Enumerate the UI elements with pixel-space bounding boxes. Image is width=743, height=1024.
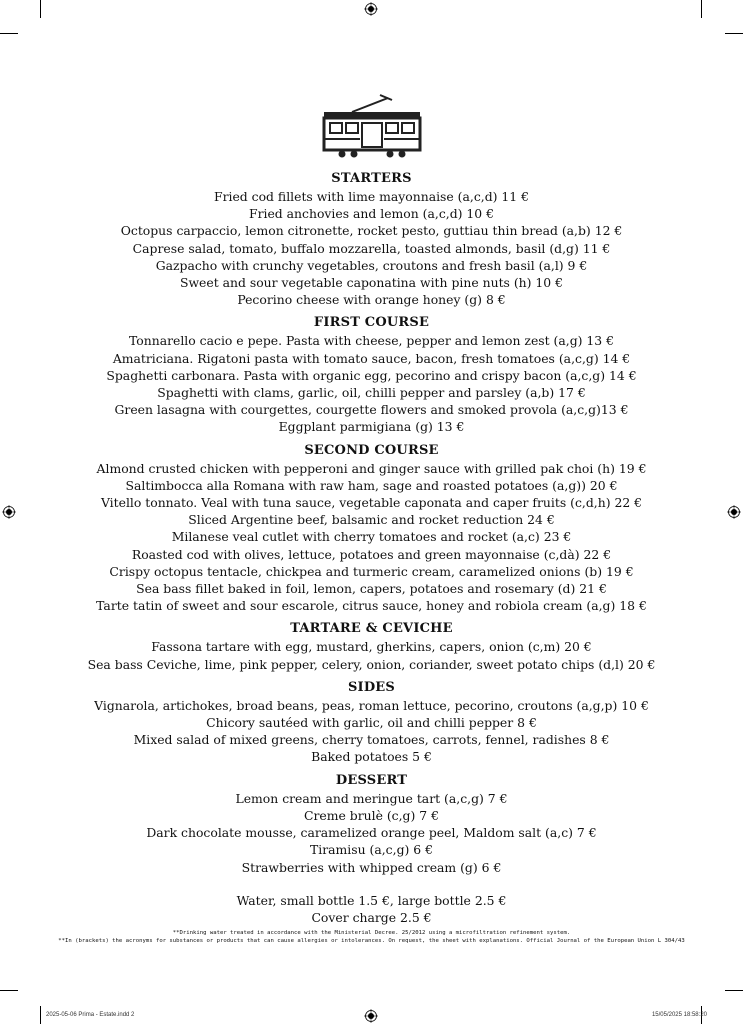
section-dessert xyxy=(0,772,743,876)
menu xyxy=(0,168,743,945)
menu-item: Fried anchovies and lemon (a,c,d) 10 € xyxy=(248,206,495,222)
water-price: Water, small bottle 1.5 €, large bottle 2.5 € xyxy=(236,892,507,908)
menu-item: Tarte tatin of sweet and sour escarole, citrus sauce, honey and robiola cream (a,g) 18 € xyxy=(96,598,647,614)
crop-mark xyxy=(0,990,18,991)
crop-mark xyxy=(0,33,18,34)
menu-item: Saltimbocca alla Romana with raw ham, sage and roasted potatoes (a,g)) 20 € xyxy=(125,477,618,493)
menu-item: Lemon cream and meringue tart (a,c,g) 7 € xyxy=(235,790,508,806)
section-title: STARTERS xyxy=(331,171,412,186)
water-footnote: **Drinking water treated in accordance with the Ministerial Decree. 25/2012 using a microfiltration refinement system. xyxy=(172,930,571,937)
menu-item: Tonnarello cacio e pepe. Pasta with cheese, pepper and lemon zest (a,g) 13 € xyxy=(128,333,615,349)
menu-item: Baked potatoes 5 € xyxy=(311,749,432,765)
section-title: TARTARE & CEVICHE xyxy=(290,621,453,637)
menu-item: Almond crusted chicken with pepperoni and ginger sauce with grilled pak choi (h) 19 € xyxy=(96,460,647,476)
menu-item: Strawberries with whipped cream (g) 6 € xyxy=(241,859,502,875)
menu-item: Vitello tonnato. Veal with tuna sauce, vegetable caponata and caper fruits (c,d,h) 22 € xyxy=(100,495,643,511)
section-second-course xyxy=(0,442,743,615)
menu-item: Vignarola, artichokes, broad beans, peas, roman lettuce, pecorino, croutons (a,g,p) 10 € xyxy=(94,697,649,713)
menu-item: Sea bass fillet baked in foil, lemon, capers, potatoes and rosemary (d) 21 € xyxy=(136,581,607,597)
menu-item: Octopus carpaccio, lemon citronette, rocket pesto, guttiau thin bread (a,b) 12 € xyxy=(120,223,623,239)
cover-charge: Cover charge 2.5 € xyxy=(311,909,432,925)
crop-mark xyxy=(40,0,41,18)
print-slug-timestamp: 15/05/2025 18:58:20 xyxy=(651,1012,707,1018)
menu-item: Sea bass Ceviche, lime, pink pepper, celery, onion, coriander, sweet potato chips (d,l) 20 € xyxy=(87,656,656,672)
section-starters xyxy=(0,170,743,308)
menu-item: Spaghetti with clams, garlic, oil, chilli pepper and parsley (a,b) 17 € xyxy=(157,385,586,401)
registration-mark-icon xyxy=(364,1009,378,1023)
allergen-footnote: **In (brackets) the acronyms for substances or products that can cause allergies or intolerances. On request, the sheet with explanations. Official Journal of the European Union L 304/43 xyxy=(58,938,685,945)
crop-mark xyxy=(701,0,702,18)
menu-item: Fassona tartare with egg, mustard, gherkins, capers, onion (c,m) 20 € xyxy=(151,639,592,655)
crop-mark xyxy=(725,990,743,991)
menu-item: Gazpacho with crunchy vegetables, croutons and fresh basil (a,l) 9 € xyxy=(155,257,588,273)
registration-mark-icon xyxy=(364,2,378,16)
section-title: FIRST COURSE xyxy=(313,315,430,331)
section-sides xyxy=(0,679,743,766)
tram-icon xyxy=(320,92,424,158)
menu-item: Roasted cod with olives, lettuce, potatoes and green mayonnaise (c,dà) 22 € xyxy=(131,546,612,562)
print-slug-file: 2025-05-06 Prima - Estate.indd 2 xyxy=(46,1012,135,1018)
section-title: SECOND COURSE xyxy=(304,442,439,458)
extras xyxy=(0,892,743,926)
menu-item: Crispy octopus tentacle, chickpea and turmeric cream, caramelized onions (b) 19 € xyxy=(109,563,634,579)
section-title: DESSERT xyxy=(335,772,408,788)
menu-item: Creme brulè (c,g) 7 € xyxy=(304,807,439,823)
menu-item: Green lasagna with courgettes, courgette flowers and smoked provola (a,c,g)13 € xyxy=(114,402,629,418)
menu-item: Sliced Argentine beef, balsamic and rocket reduction 24 € xyxy=(188,512,555,528)
crop-mark xyxy=(40,1006,41,1024)
section-tartare-ceviche xyxy=(0,620,743,672)
menu-item: Pecorino cheese with orange honey (g) 8 € xyxy=(237,292,506,308)
menu-item: Chicory sautéed with garlic, oil and chilli pepper 8 € xyxy=(206,715,537,731)
section-first-course xyxy=(0,314,743,435)
menu-item: Dark chocolate mousse, caramelized orange peel, Maldom salt (a,c) 7 € xyxy=(146,825,597,841)
menu-item: Sweet and sour vegetable caponatina with pine nuts (h) 10 € xyxy=(179,275,564,291)
section-title: SIDES xyxy=(347,679,396,695)
menu-item: Fried cod fillets with lime mayonnaise (a,c,d) 11 € xyxy=(213,189,530,204)
menu-item: Caprese salad, tomato, buffalo mozzarella, toasted almonds, basil (d,g) 11 € xyxy=(132,240,611,256)
menu-item: Amatriciana. Rigatoni pasta with tomato sauce, bacon, fresh tomatoes (a,c,g) 14 € xyxy=(112,350,631,366)
crop-mark xyxy=(725,33,743,34)
menu-item: Tiramisu (a,c,g) 6 € xyxy=(310,842,433,858)
menu-item: Milanese veal cutlet with cherry tomatoes and rocket (a,c) 23 € xyxy=(171,529,572,545)
menu-item: Mixed salad of mixed greens, cherry tomatoes, carrots, fennel, radishes 8 € xyxy=(133,732,610,748)
menu-item: Eggplant parmigiana (g) 13 € xyxy=(278,419,465,435)
menu-item: Spaghetti carbonara. Pasta with organic egg, pecorino and crispy bacon (a,c,g) 14 € xyxy=(106,367,637,383)
